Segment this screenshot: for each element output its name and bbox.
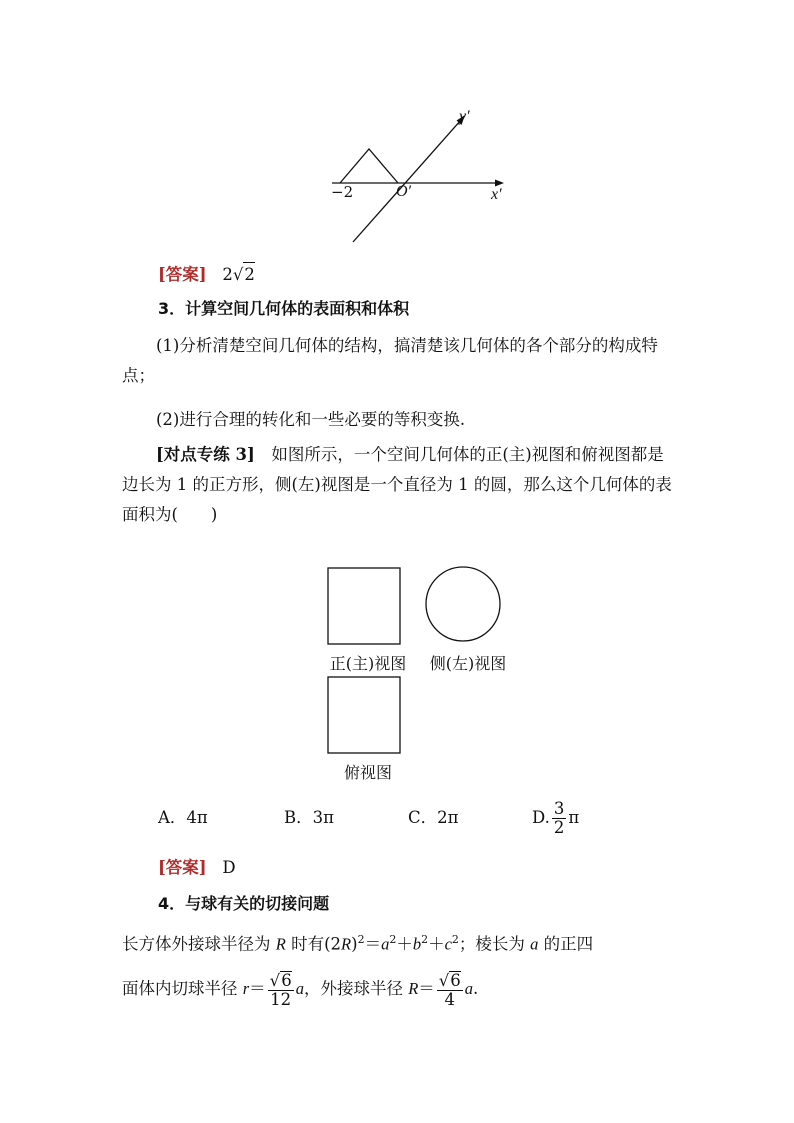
text-seg: ＋ xyxy=(396,934,413,954)
top-view-square xyxy=(328,677,400,753)
text-seg: 面体内切球半径 xyxy=(122,979,243,998)
text-seg: . xyxy=(473,979,479,998)
answer-3-value: D xyxy=(222,858,236,877)
choice-d-tail: π xyxy=(568,808,580,827)
top-view-label: 俯视图 xyxy=(343,763,392,782)
choice-a-letter: A． xyxy=(158,808,187,827)
answer-line-1 xyxy=(158,262,255,287)
choice-c-letter: C． xyxy=(408,808,438,827)
var-c: c xyxy=(444,934,452,954)
choice-a-value: 4π xyxy=(186,808,208,827)
var-R: R xyxy=(341,934,352,954)
choice-d-num: 3 xyxy=(553,799,565,818)
front-view-square xyxy=(328,568,400,644)
exercise-3 xyxy=(122,440,674,530)
choice-c[interactable] xyxy=(408,806,458,830)
text-seg: 长方体外接球半径为 xyxy=(122,934,276,954)
text-seg: ＝ xyxy=(418,979,435,998)
choice-d-letter: D. xyxy=(532,808,550,827)
var-a: a xyxy=(530,934,539,954)
section-3-point-2: (2)进行合理的转化和一些必要的等积变换. xyxy=(156,410,466,429)
text-seg: ＝ xyxy=(364,934,382,954)
label-minus-two: −2 xyxy=(331,183,354,201)
choice-b-value: 3π xyxy=(312,808,334,827)
var-a: a xyxy=(381,934,390,954)
answer-radicand: 2 xyxy=(243,262,255,287)
exercise-tag: [对点专练 3] xyxy=(156,445,255,464)
text-seg: ；棱长为 xyxy=(458,934,531,954)
text-seg: ＋ xyxy=(428,934,445,954)
exp: 2 xyxy=(357,933,365,946)
answer-line-3 xyxy=(158,856,236,880)
frac-num: √6 xyxy=(269,970,292,990)
label-origin: O′ xyxy=(396,183,412,200)
sqrt-sign: √ xyxy=(232,265,244,284)
exp: 2 xyxy=(451,933,459,946)
label-y-prime: y′ xyxy=(459,108,470,125)
choice-a[interactable] xyxy=(158,806,208,830)
exp: 2 xyxy=(389,933,397,946)
side-view-circle xyxy=(426,567,500,641)
choice-b[interactable] xyxy=(284,806,334,830)
text-seg: ＝ xyxy=(249,979,266,998)
section-3-title: 3．计算空间几何体的表面积和体积 xyxy=(158,299,410,318)
choice-b-letter: B． xyxy=(284,808,313,827)
section-4-line-1 xyxy=(122,928,593,957)
front-view-label: 正(主)视图 xyxy=(329,654,407,673)
var-a: a xyxy=(295,979,304,998)
var-b: b xyxy=(412,934,422,954)
choice-d-den: 2 xyxy=(553,818,565,837)
answer-tag: [答案] xyxy=(158,265,207,284)
text-seg: ) xyxy=(351,934,358,954)
exercise-text: 如图所示，一个空间几何体的正(主)视图和俯视图都是边长为 1 的正方形，侧(左)视图是一个直径为 1 的圆，那么这个几何体的表面积为( ) xyxy=(122,445,672,524)
var-R: R xyxy=(275,934,286,954)
section-3-point-1: (1)分析清楚空间几何体的结构，搞清楚该几何体的各个部分的构成特点； xyxy=(122,336,658,385)
section-4-line-2 xyxy=(122,966,478,1012)
choice-d-fraction xyxy=(552,800,567,837)
fraction-inscribed xyxy=(268,971,294,1009)
label-x-prime: x′ xyxy=(491,186,502,203)
text-seg: 的正四 xyxy=(538,934,594,954)
var-a: a xyxy=(464,979,474,998)
choice-d[interactable] xyxy=(532,800,579,837)
section-4-title: 4．与球有关的切接问题 xyxy=(158,894,330,913)
var-r: r xyxy=(242,979,250,998)
var-R: R xyxy=(408,979,419,998)
answer-3-tag: [答案] xyxy=(158,858,207,877)
frac-num: √6 xyxy=(438,970,461,990)
fraction-circumscribed xyxy=(437,971,463,1009)
radicand: 6 xyxy=(281,970,292,990)
text-seg: 时有(2 xyxy=(285,934,342,954)
side-view-label: 侧(左)视图 xyxy=(429,654,507,673)
answer-coef: 2 xyxy=(222,265,233,284)
frac-den: 12 xyxy=(270,989,292,1009)
frac-den: 4 xyxy=(444,989,456,1009)
choice-c-value: 2π xyxy=(437,808,459,827)
triangle xyxy=(340,149,398,183)
oblique-axes-figure xyxy=(320,104,520,248)
text-seg: ，外接球半径 xyxy=(303,979,409,998)
radicand: 6 xyxy=(450,970,461,990)
exp: 2 xyxy=(421,933,429,946)
y-axis xyxy=(353,120,461,242)
